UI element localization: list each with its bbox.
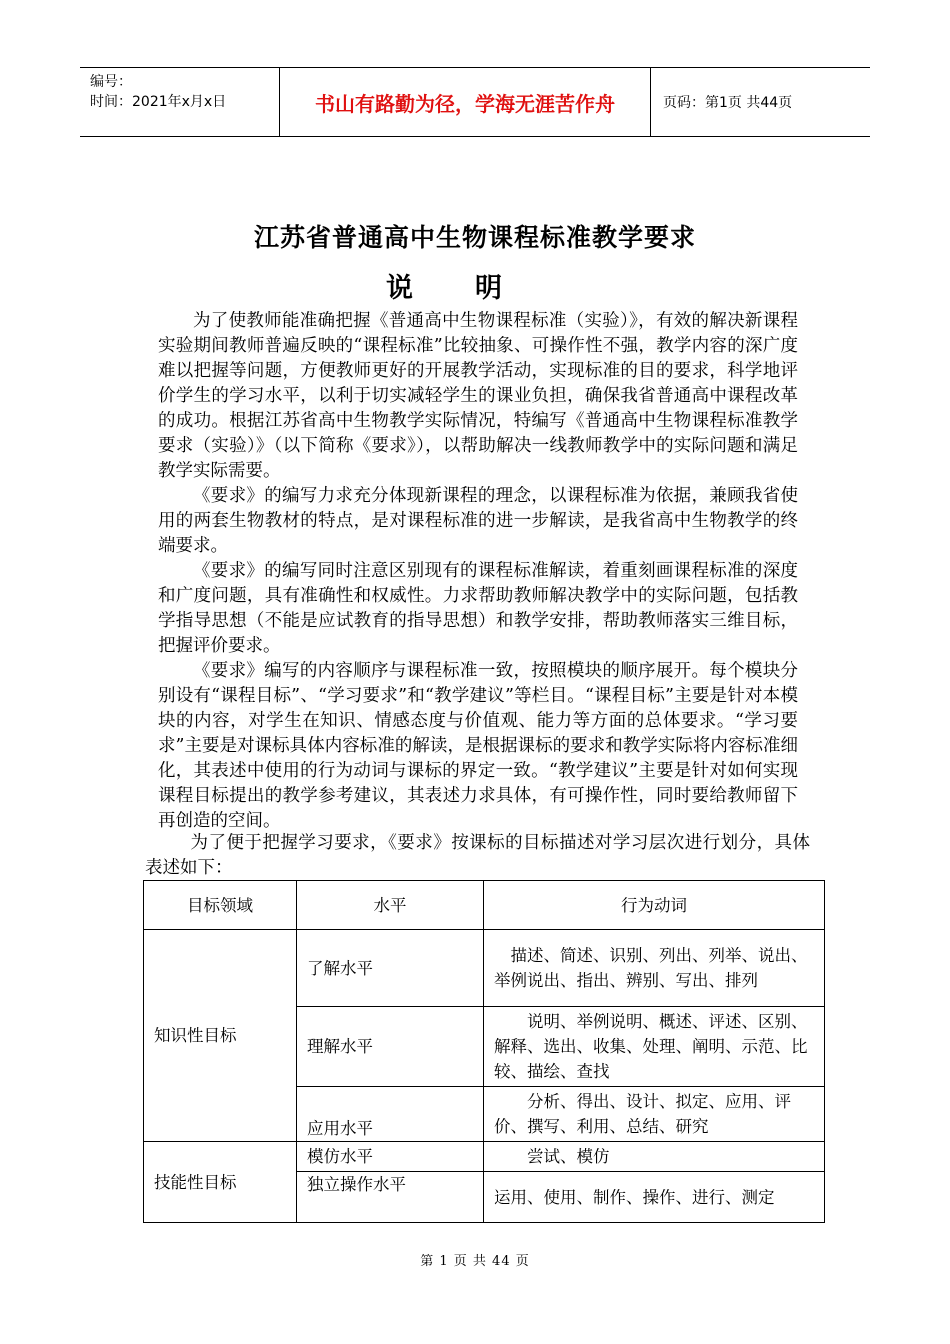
verbs-cell: 运用、使用、制作、操作、进行、测定 [484, 1172, 825, 1223]
level-cell: 了解水平 [297, 930, 484, 1007]
column-header: 目标领域 [144, 881, 297, 930]
domain-cell: 技能性目标 [144, 1142, 297, 1223]
column-header: 水平 [297, 881, 484, 930]
column-header: 行为动词 [484, 881, 825, 930]
verbs-cell: 说明、举例说明、概述、评述、区别、解释、选出、收集、处理、阐明、示范、比较、描绘、查找 [484, 1007, 825, 1087]
paragraph: 《要求》的编写同时注意区别现有的课程标准解读，着重刻画课程标准的深度和广度问题，具有准确性和权威性。力求帮助教师解决教学中的实际问题，包括教学指导思想（不能是应试教育的指导思想）和教学安排，帮助教师落实三维目标，把握评价要求。 [158, 561, 798, 656]
paragraph: 《要求》的编写力求充分体现新课程的理念，以课程标准为依据，兼顾我省使用的两套生物教材的特点，是对课程标准的进一步解读，是我省高中生物教学的终端要求。 [158, 486, 798, 556]
verbs-cell: 尝试、模仿 [484, 1142, 825, 1172]
paragraph: 《要求》编写的内容顺序与课程标准一致，按照模块的顺序展开。每个模块分别设有“课程目标”、“学习要求”和“教学建议”等栏目。“课程目标”主要是针对本模块的内容，对学生在知识、情感态度与价值观、能力等方面的总体要求。“学习要求”主要是对课标具体内容标准的解读，是根据课标的要求和教学实际将内容标准细化，其表述中使用的行为动词与课标的界定一致。“教学建议”主要是针对如何实现课程目标提出的教学参考建议，其表述力求具体，有可操作性，同时要给教师留下再创造的空间。 [158, 661, 798, 831]
domain-cell: 知识性目标 [144, 930, 297, 1142]
level-cell: 理解水平 [297, 1007, 484, 1087]
level-cell: 模仿水平 [297, 1142, 484, 1172]
header-meta [80, 68, 280, 136]
page-header [80, 67, 870, 137]
objectives-table [143, 880, 825, 1223]
page-footer: 第 1 页 共 44 页 [420, 1254, 530, 1269]
verbs-cell: 描述、简述、识别、列出、列举、说出、举例说出、指出、辨别、写出、排列 [484, 930, 825, 1007]
body-text [158, 309, 798, 834]
document-title: 江苏省普通高中生物课程标准教学要求 [253, 223, 696, 252]
level-cell: 应用水平 [297, 1087, 484, 1142]
number-label: 编号： [90, 74, 132, 90]
verbs-cell: 分析、得出、设计、拟定、应用、评价、撰写、利用、总结、研究 [484, 1087, 825, 1142]
lead-paragraph: 为了便于把握学习要求，《要求》按课标的目标描述对学习层次进行划分，具体表述如下： [145, 833, 810, 878]
section-subtitle: 说明 [386, 273, 564, 304]
header-motto: 书山有路勤为径，学海无涯苦作舟 [280, 68, 651, 136]
level-cell: 独立操作水平 [297, 1172, 484, 1223]
header-page-info: 页码：第1页 共44页 [663, 95, 793, 111]
table-header-row [144, 881, 825, 930]
table-row [144, 1142, 825, 1172]
paragraph: 为了使教师能准确把握《普通高中生物课程标准（实验）》，有效的解决新课程实验期间教师普遍反映的“课程标准”比较抽象、可操作性不强，教学内容的深广度难以把握等问题，方便教师更好的开展教学活动，实现标准的目的要求，科学地评价学生的学习水平，以利于切实减轻学生的课业负担，确保我省普通高中课程改革的成功。根据江苏省高中生物教学实际情况，特编写《普通高中生物课程标准教学要求（实验）》（以下简称《要求》），以帮助解决一线教师教学中的实际问题和满足教学实际需要。 [158, 311, 798, 481]
table-row [144, 930, 825, 1007]
time-label: 时间：2021年x月x日 [90, 94, 227, 110]
lead-text [145, 831, 810, 881]
